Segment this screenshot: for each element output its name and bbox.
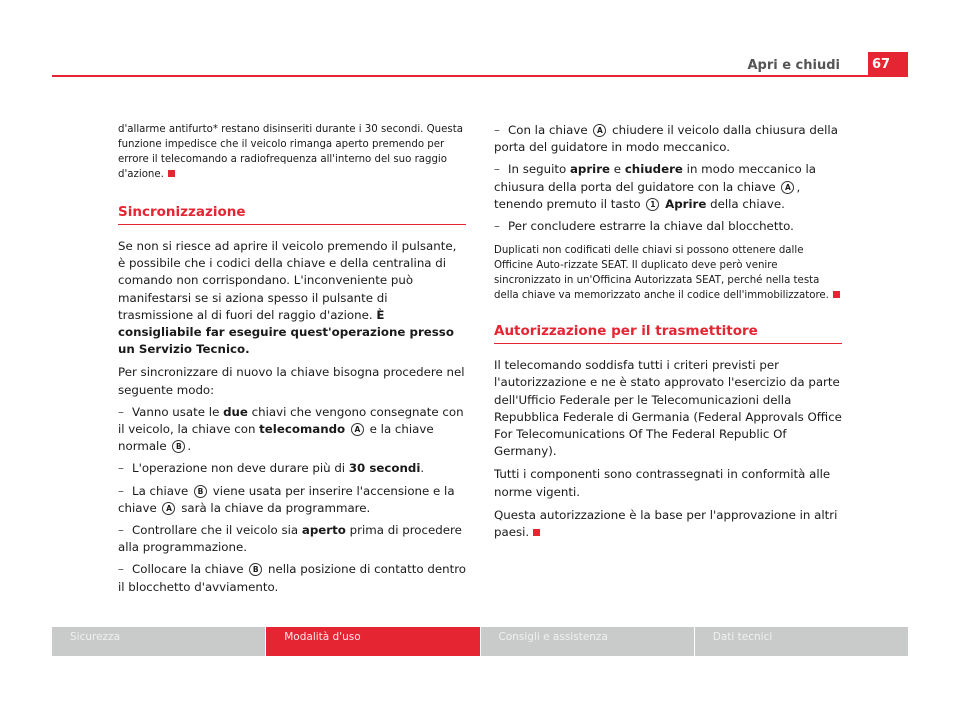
key-b-icon: B xyxy=(172,440,185,453)
key-b-icon: B xyxy=(249,563,262,576)
heading-sincronizzazione: Sincronizzazione xyxy=(118,204,466,225)
key-b-icon: B xyxy=(194,485,207,498)
sync-paragraph: Se non si riesce ad aprire il veicolo premendo il pulsante, è possibile che i codici della chiave e della centralina di comando non corrispondano. L'inconveniente può manifestarsi se si aziona spesso il pulsante di trasmissione al di fuori del raggio d'azione. È consigliabile far eseguire quest'operazione presso un Servizio Tecnico. xyxy=(118,239,457,357)
step-2: – L'operazione non deve durare più di 30 secondi. xyxy=(118,461,425,476)
duplicate-note: Duplicati non codificati delle chiavi si possono ottenere dalle Officine Auto-rizzate SEAT. Il duplicato deve però venire sincronizzato in un'Officina Autorizzata SEAT, perché nella testa della chiave va memorizzato anche il codice dell'immobilizzatore. xyxy=(494,243,842,303)
intro-paragraph: d'allarme antifurto* restano disinseriti durante i 30 secondi. Questa funzione impedisce che il veicolo rimanga aperto premendo per errore il telecomando a radiofrequenza all'interno del suo raggio d'azione. xyxy=(118,124,463,180)
components-paragraph: Tutti i componenti sono contrassegnati in conformità alle norme vigenti. xyxy=(494,467,831,499)
procedure-intro: Per sincronizzare di nuovo la chiave bisogna procedere nel seguente modo: xyxy=(118,365,465,397)
key-a-icon: A xyxy=(781,181,794,194)
end-mark-icon xyxy=(533,529,540,536)
countries-paragraph: Questa autorizzazione è la base per l'approvazione in altri paesi. xyxy=(494,507,838,540)
heading-autorizzazione: Autorizzazione per il trasmettitore xyxy=(494,323,842,344)
key-a-icon: A xyxy=(162,502,175,515)
end-mark-icon xyxy=(833,291,840,298)
step-3: – La chiave B viene usata per inserire l'accensione e la chiave A sarà la chiave da programmare. xyxy=(118,483,455,515)
tab-consigli-assistenza[interactable]: Consigli e assistenza xyxy=(480,627,694,656)
step-7: – In seguito aprire e chiudere in modo meccanico la chiusura della porta del guidatore con la chiave A , tenendo premuto il tasto 1 Aprire della chiave. xyxy=(494,162,817,211)
step-6: – Con la chiave A chiudere il veicolo dalla chiusura della porta del guidatore in modo meccanico. xyxy=(494,123,838,155)
header-rule xyxy=(52,75,908,77)
tab-modalita-duso[interactable]: Modalità d'uso xyxy=(265,627,479,656)
key-a-icon: A xyxy=(593,124,606,137)
step-4: – Controllare che il veicolo sia aperto prima di procedere alla programmazione. xyxy=(118,523,462,555)
step-1: – Vanno usate le due chiavi che vengono consegnate con il veicolo, la chiave con telecomando A e la chiave normale B . xyxy=(118,404,464,454)
end-mark-icon xyxy=(168,170,175,177)
tab-sicurezza[interactable]: Sicurezza xyxy=(52,627,265,656)
step-5: – Collocare la chiave B nella posizione di contatto dentro il blocchetto d'avviamento. xyxy=(118,562,467,594)
step-8: – Per concludere estrarre la chiave dal blocchetto. xyxy=(494,219,794,234)
button-1-icon: 1 xyxy=(646,198,659,211)
footer-nav xyxy=(52,627,908,656)
key-a-icon: A xyxy=(351,423,364,436)
page-number: 67 xyxy=(868,52,908,77)
approval-paragraph: Il telecomando soddisfa tutti i criteri previsti per l'autorizzazione e ne è stato approvato l'esercizio da parte dell'Ufficio Federale per le Telecomunicazioni della Repubblica Federale di Germania (Federal Approvals Office For Telecomunications Of The Federal Republic Of Germany). xyxy=(494,358,842,459)
tab-dati-tecnici[interactable]: Dati tecnici xyxy=(694,627,908,656)
right-column xyxy=(494,122,842,541)
section-title: Apri e chiudi xyxy=(747,58,840,73)
left-column xyxy=(118,122,466,596)
